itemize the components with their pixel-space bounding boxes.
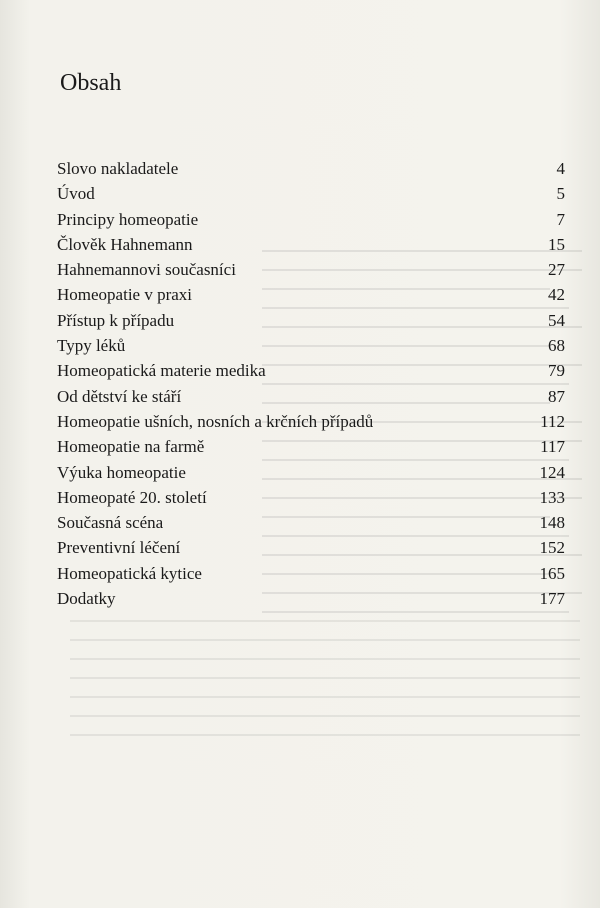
- show-through-text-lower: [70, 620, 580, 753]
- toc-entry[interactable]: [57, 434, 565, 459]
- toc-entry-page: 177: [539, 589, 565, 609]
- toc-entry-title: Od dětství ke stáří: [57, 386, 182, 406]
- toc-entry-title: Slovo nakladatele: [57, 159, 179, 178]
- toc-entry-page: 15: [548, 234, 565, 254]
- toc-entry-title: Principy homeopatie: [57, 209, 199, 229]
- toc-entry-title: Přístup k případu: [57, 310, 175, 330]
- toc-entry[interactable]: [57, 358, 565, 383]
- toc-entry-page: 54: [548, 310, 565, 330]
- toc-entry-page: 124: [539, 462, 565, 482]
- toc-entry-page: 133: [539, 487, 565, 507]
- toc-entry-page: 7: [556, 209, 565, 229]
- toc-entry-page: 5: [556, 184, 565, 204]
- table-of-contents: [57, 156, 565, 611]
- toc-entry[interactable]: [57, 207, 565, 232]
- toc-entry-page: 117: [540, 437, 565, 457]
- toc-entry[interactable]: [57, 384, 565, 409]
- toc-entry[interactable]: [57, 460, 565, 485]
- toc-entry-title: Preventivní léčení: [57, 538, 181, 558]
- toc-entry[interactable]: [57, 409, 565, 434]
- toc-entry-title: Homeopaté 20. století: [57, 487, 207, 507]
- toc-entry-title: Homeopatie na farmě: [57, 437, 205, 457]
- toc-entry-page: 68: [548, 336, 565, 356]
- toc-entry[interactable]: [57, 181, 565, 206]
- toc-entry-title: Člověk Hahnemann: [57, 234, 193, 254]
- toc-entry[interactable]: [57, 586, 565, 611]
- toc-entry-page: 27: [548, 260, 565, 280]
- toc-entry[interactable]: [57, 232, 565, 257]
- page-title: Obsah: [60, 70, 122, 96]
- toc-entry-page: 165: [539, 563, 565, 583]
- toc-entry[interactable]: [57, 561, 565, 586]
- toc-entry[interactable]: [57, 485, 565, 510]
- toc-entry-title: Současná scéna: [57, 513, 164, 533]
- toc-entry-page: 79: [548, 361, 565, 381]
- toc-entry[interactable]: [57, 308, 565, 333]
- toc-entry-page: 42: [548, 285, 565, 305]
- toc-entry-title: Dodatky: [57, 589, 116, 609]
- toc-entry-title: Homeopatická materie medika: [57, 361, 266, 381]
- toc-entry-title: Homeopatie ušních, nosních a krčních případů: [57, 411, 374, 431]
- toc-entry[interactable]: [57, 156, 565, 181]
- toc-entry-title: Hahnemannovi současníci: [57, 260, 236, 280]
- toc-entry[interactable]: [57, 333, 565, 358]
- toc-entry-title: Výuka homeopatie: [57, 462, 186, 482]
- toc-entry-title: Typy léků: [57, 336, 126, 356]
- toc-entry[interactable]: [57, 535, 565, 560]
- toc-entry[interactable]: [57, 257, 565, 282]
- toc-entry-title: Úvod: [57, 184, 95, 204]
- toc-entry-page: 148: [539, 513, 565, 533]
- toc-entry-page: 152: [539, 538, 565, 558]
- toc-entry[interactable]: [57, 510, 565, 535]
- toc-entry-page: 112: [540, 411, 565, 431]
- toc-entry-title: Homeopatie v praxi: [57, 285, 193, 305]
- toc-entry-title: Homeopatická kytice: [57, 563, 202, 583]
- toc-entry[interactable]: [57, 282, 565, 307]
- toc-entry-page: 4: [556, 159, 565, 178]
- toc-entry-page: 87: [548, 386, 565, 406]
